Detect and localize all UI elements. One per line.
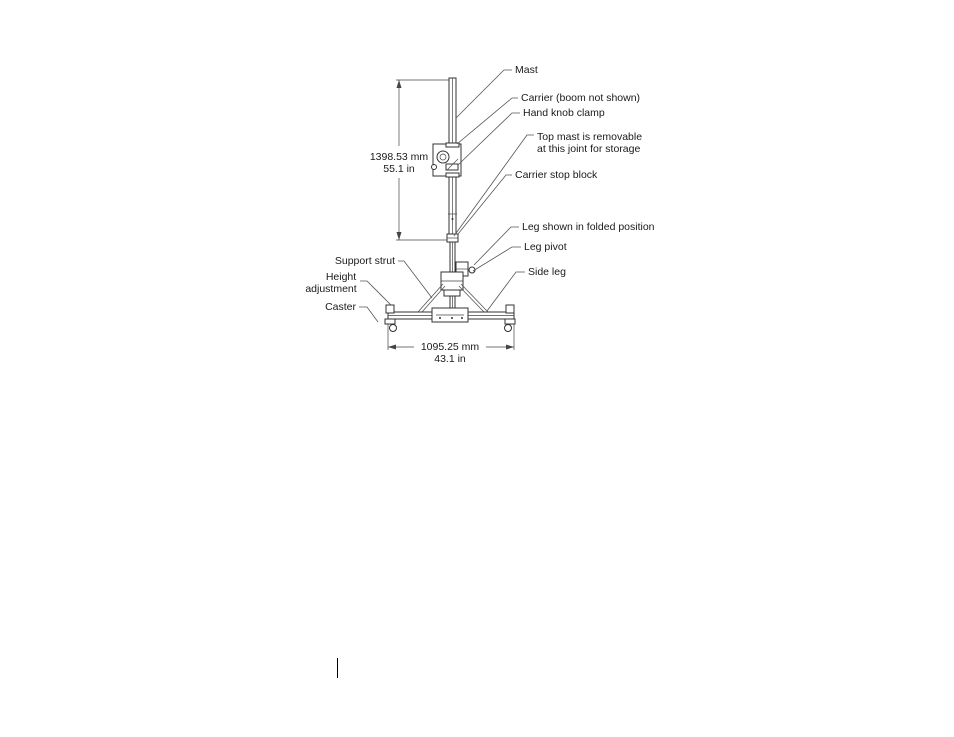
label-top-mast-line1: Top mast is removable <box>537 131 643 143</box>
label-height-line1: Height <box>325 271 357 283</box>
label-carrier-stop-block: Carrier stop block <box>515 169 598 181</box>
label-side-leg: Side leg <box>528 266 566 278</box>
label-height-line2: adjustment <box>305 283 357 295</box>
label-caster: Caster <box>325 301 356 313</box>
hub <box>441 272 463 296</box>
carrier <box>432 143 462 177</box>
width-dimension-mm: 1095.25 mm <box>420 341 480 353</box>
width-dimension-in: 43.1 in <box>434 353 466 365</box>
label-leg-pivot: Leg pivot <box>524 241 567 253</box>
width-dimension <box>388 324 514 365</box>
height-dimension-mm: 1398.53 mm <box>369 151 429 163</box>
label-hand-knob-clamp: Hand knob clamp <box>523 107 605 119</box>
label-mast: Mast <box>515 64 538 76</box>
label-leg-folded: Leg shown in folded position <box>522 221 655 233</box>
page-margin-bar <box>337 658 338 678</box>
carrier-stop-block <box>447 234 458 242</box>
label-support-strut: Support strut <box>334 255 395 267</box>
height-dimension-in: 55.1 in <box>383 163 415 175</box>
label-top-mast-line2: at this joint for storage <box>537 143 641 155</box>
label-carrier: Carrier (boom not shown) <box>521 92 641 104</box>
base-legs <box>388 308 514 322</box>
